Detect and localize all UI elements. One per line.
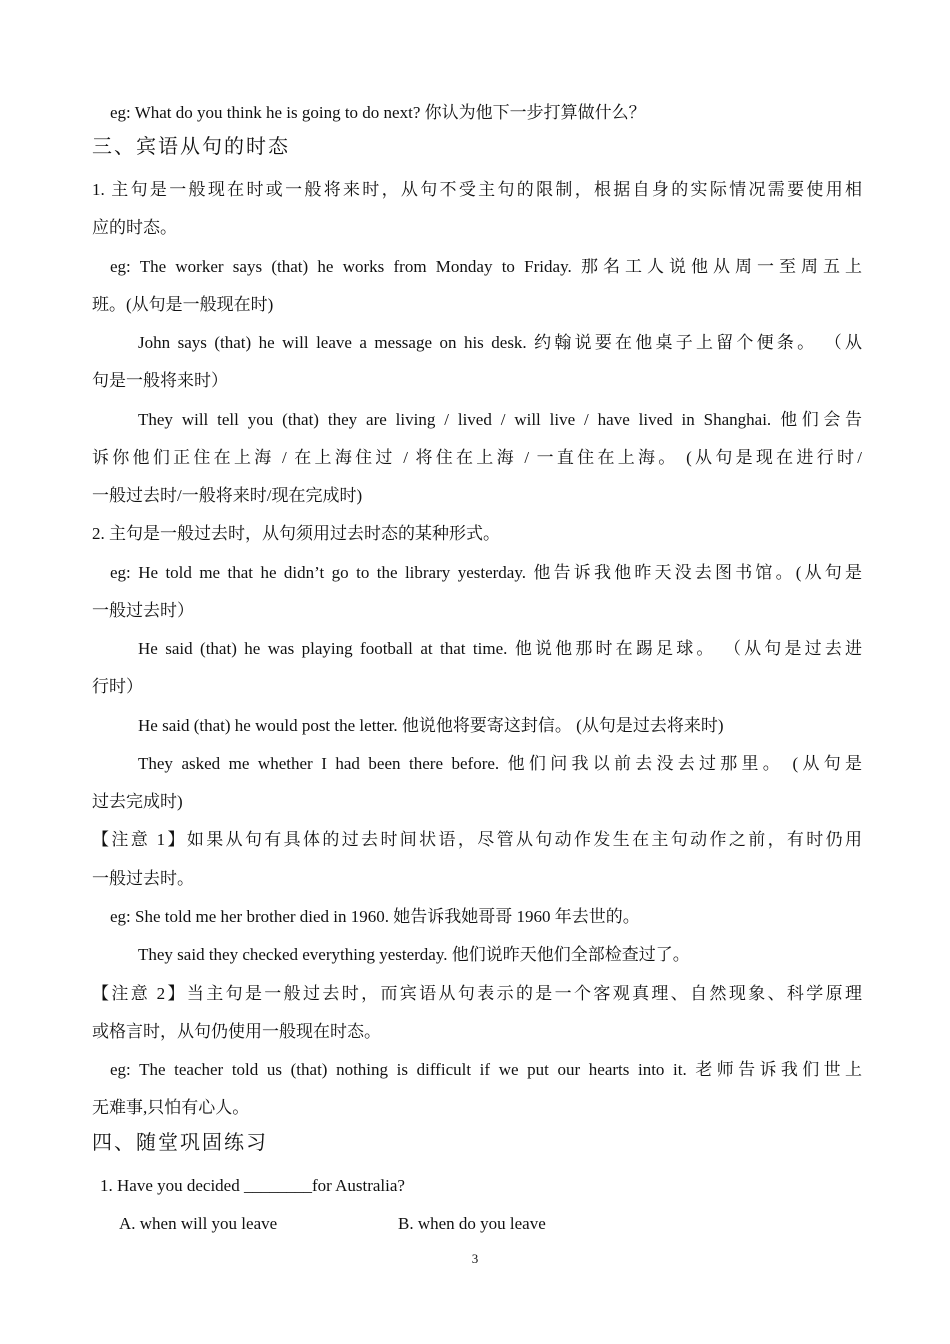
example-line: They will tell you (that) they are living / lived / will live / have lived in Shanghai. 他们会告 [138,410,862,429]
example-line: 行时） [92,677,143,696]
example-line: He said (that) he was playing football at that time. 他说他那时在踢足球。 （从句是过去进 [138,639,862,658]
note-line: 【注意 1】如果从句有具体的过去时间状语，尽管从句动作发生在主句动作之前，有时仍用 [92,830,862,849]
example-line: 一般过去时/一般将来时/现在完成时) [92,486,363,505]
exercise-option-b: B. when do you leave [398,1214,546,1233]
example-line: They said they checked everything yesterday. 他们说昨天他们全部检查过了。 [138,945,690,964]
rule-line: 2. 主句是一般过去时，从句须用过去时态的某种形式。 [92,524,500,543]
rule-line: 1. 主句是一般现在时或一般将来时，从句不受主句的限制，根据自身的实际情况需要使用相 [92,180,862,199]
note-line: 【注意 2】当主句是一般过去时，而宾语从句表示的是一个客观真理、自然现象、科学原理 [92,984,862,1003]
example-line: 一般过去时） [92,601,194,620]
example-line: eg: The worker says (that) he works from Monday to Friday. 那名工人说他从周一至周五上 [110,257,862,276]
example-line: eg: She told me her brother died in 1960. 她告诉我她哥哥 1960 年去世的。 [110,907,640,926]
note-line: 一般过去时。 [92,869,194,888]
example-line: John says (that) he will leave a message on his desk. 约翰说要在他桌子上留个便条。 （从 [138,333,862,352]
section-heading: 四、随堂巩固练习 [92,1132,268,1154]
section-heading: 三、宾语从句的时态 [92,136,290,158]
example-line: They asked me whether I had been there before. 他们问我以前去没去过那里。 (从句是 [138,754,862,773]
example-line: He said (that) he would post the letter. 他说他将要寄这封信。 (从句是过去将来时) [138,716,724,735]
rule-line: 应的时态。 [92,218,177,237]
example-line: eg: The teacher told us (that) nothing is difficult if we put our hearts into it. 老师告诉我们世上 [110,1060,862,1079]
example-line: 无难事,只怕有心人。 [92,1098,250,1117]
example-line: eg: He told me that he didn’t go to the library yesterday. 他告诉我他昨天没去图书馆。(从句是 [110,563,862,582]
note-line: 或格言时，从句仍使用一般现在时态。 [92,1022,381,1041]
example-line: 诉你他们正住在上海 / 在上海住过 / 将住在上海 / 一直住在上海。 (从句是现在进行时/ [92,448,862,467]
page-number: 3 [471,1251,479,1266]
example-line: eg: What do you think he is going to do next? 你认为他下一步打算做什么？ [110,103,646,122]
example-line: 过去完成时) [92,792,183,811]
exercise-option-a: A. when will you leave [119,1214,278,1233]
example-line: 句是一般将来时） [92,371,228,390]
example-line: 班。(从句是一般现在时) [92,295,274,314]
exercise-question: 1. Have you decided ________for Australia? [100,1176,405,1195]
